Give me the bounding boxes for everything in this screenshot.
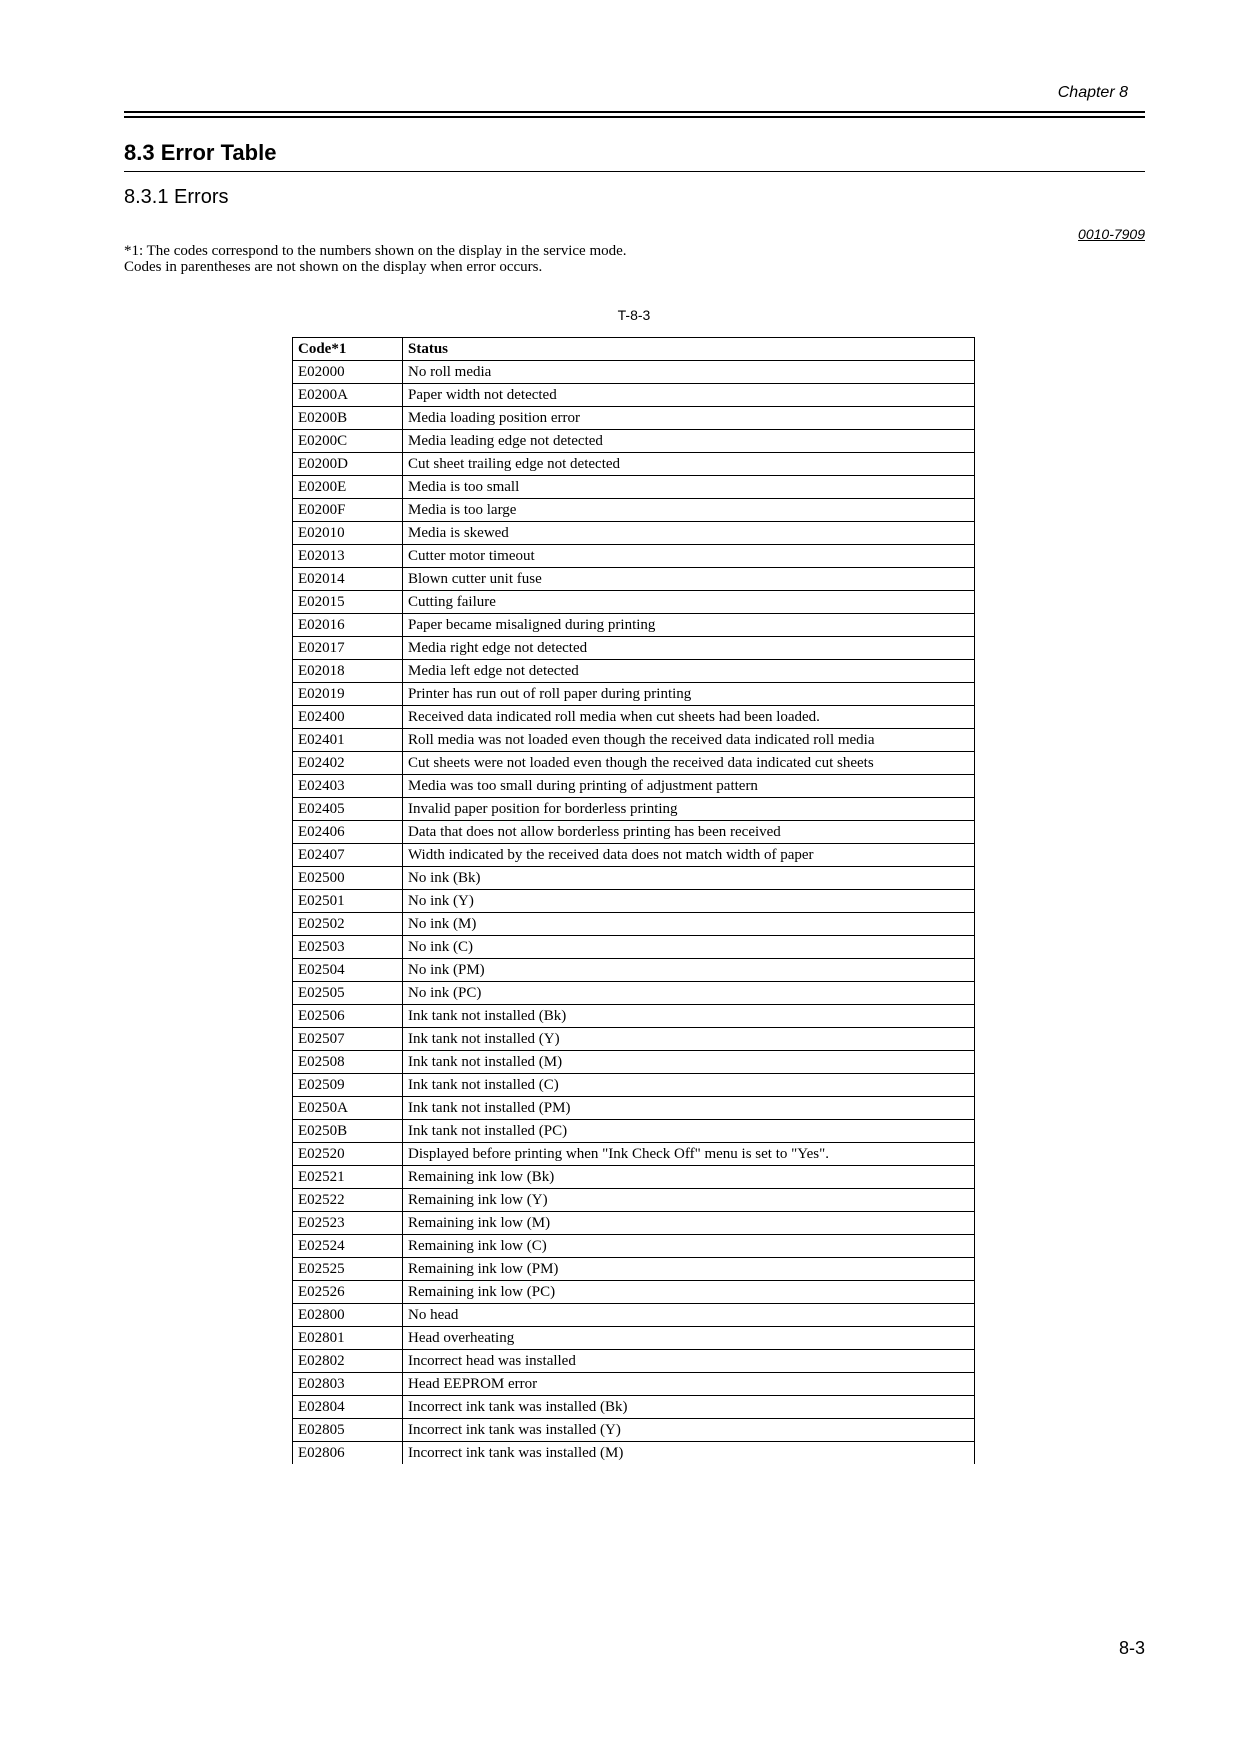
error-code-cell: E02014 [293,568,403,591]
table-row [293,683,975,706]
status-cell: Data that does not allow borderless printing has been received [403,821,975,844]
status-cell: Incorrect ink tank was installed (M) [403,1442,975,1465]
status-cell: Head EEPROM error [403,1373,975,1396]
chapter-label: Chapter 8 [1057,84,1128,101]
status-cell: No head [403,1304,975,1327]
error-code-cell: E02000 [293,361,403,384]
error-code-cell: E02803 [293,1373,403,1396]
status-cell: Media leading edge not detected [403,430,975,453]
table-row [293,1212,975,1235]
status-cell: Displayed before printing when "Ink Check Off" menu is set to "Yes". [403,1143,975,1166]
status-cell: Media is skewed [403,522,975,545]
error-code-cell: E02522 [293,1189,403,1212]
status-cell: Media is too small [403,476,975,499]
table-row [293,729,975,752]
header-code: Code*1 [293,338,403,361]
table-row [293,637,975,660]
status-cell: Remaining ink low (C) [403,1235,975,1258]
status-cell: Incorrect head was installed [403,1350,975,1373]
status-cell: Media was too small during printing of adjustment pattern [403,775,975,798]
table-row [293,936,975,959]
table-row [293,1097,975,1120]
error-code-cell: E02509 [293,1074,403,1097]
status-cell: Remaining ink low (PM) [403,1258,975,1281]
status-cell: Cut sheets were not loaded even though the received data indicated cut sheets [403,752,975,775]
table-row [293,476,975,499]
footnote-line-2: Codes in parentheses are not shown on the display when error occurs. [124,259,543,275]
error-code-cell: E02502 [293,913,403,936]
error-code-cell: E02801 [293,1327,403,1350]
status-cell: Invalid paper position for borderless printing [403,798,975,821]
table-row [293,1120,975,1143]
table-row [293,384,975,407]
status-cell: No ink (Y) [403,890,975,913]
status-cell: Ink tank not installed (Y) [403,1028,975,1051]
table-row [293,1189,975,1212]
status-cell: Ink tank not installed (C) [403,1074,975,1097]
error-code-cell: E02402 [293,752,403,775]
error-code-cell: E02018 [293,660,403,683]
status-cell: Media right edge not detected [403,637,975,660]
status-cell: No ink (M) [403,913,975,936]
error-code-cell: E02520 [293,1143,403,1166]
table-row [293,867,975,890]
error-code-cell: E0200A [293,384,403,407]
table-body [293,361,975,1465]
table-row [293,430,975,453]
table-row [293,890,975,913]
status-cell: Received data indicated roll media when cut sheets had been loaded. [403,706,975,729]
status-cell: Cutter motor timeout [403,545,975,568]
error-code-cell: E02525 [293,1258,403,1281]
table-row [293,660,975,683]
status-cell: No ink (PM) [403,959,975,982]
status-cell: Remaining ink low (Bk) [403,1166,975,1189]
error-code-cell: E02401 [293,729,403,752]
error-code-cell: E02503 [293,936,403,959]
status-cell: Incorrect ink tank was installed (Bk) [403,1396,975,1419]
error-code-cell: E02806 [293,1442,403,1465]
header-rule-secondary [124,116,1145,118]
table-row [293,1258,975,1281]
error-code-cell: E0200C [293,430,403,453]
error-code-cell: E02523 [293,1212,403,1235]
status-cell: Printer has run out of roll paper during printing [403,683,975,706]
status-cell: No ink (PC) [403,982,975,1005]
table-row [293,1419,975,1442]
error-table [292,337,975,1464]
table-row [293,1327,975,1350]
status-cell: Blown cutter unit fuse [403,568,975,591]
error-code-cell: E0250B [293,1120,403,1143]
table-row [293,499,975,522]
table-row [293,1396,975,1419]
error-code-cell: E02015 [293,591,403,614]
table-row [293,1304,975,1327]
error-code-cell: E02507 [293,1028,403,1051]
error-code-cell: E02526 [293,1281,403,1304]
status-cell: Incorrect ink tank was installed (Y) [403,1419,975,1442]
table-row [293,407,975,430]
subsection-title: 8.3.1 Errors [124,186,229,208]
status-cell: Media is too large [403,499,975,522]
error-code-cell: E02403 [293,775,403,798]
table-row [293,1166,975,1189]
status-cell: Width indicated by the received data does not match width of paper [403,844,975,867]
table-row [293,798,975,821]
status-cell: Ink tank not installed (PC) [403,1120,975,1143]
table-row [293,913,975,936]
status-cell: No ink (C) [403,936,975,959]
error-code-cell: E02506 [293,1005,403,1028]
table-row [293,706,975,729]
table-row [293,545,975,568]
status-cell: Cutting failure [403,591,975,614]
error-code-cell: E02521 [293,1166,403,1189]
table-row [293,1051,975,1074]
table-header-row [293,338,975,361]
error-code-cell: E02501 [293,890,403,913]
table-row [293,568,975,591]
error-code-cell: E02508 [293,1051,403,1074]
table-row [293,1350,975,1373]
table-row [293,752,975,775]
table-row [293,959,975,982]
table-row [293,1281,975,1304]
error-code-cell: E02013 [293,545,403,568]
error-code-cell: E02405 [293,798,403,821]
error-code-cell: E02019 [293,683,403,706]
footnote-text [124,243,627,275]
error-code-cell: E02010 [293,522,403,545]
table-row [293,1143,975,1166]
error-code-cell: E02400 [293,706,403,729]
status-cell: Roll media was not loaded even though the received data indicated roll media [403,729,975,752]
status-cell: Ink tank not installed (M) [403,1051,975,1074]
table-caption: T-8-3 [617,307,651,323]
table-row [293,614,975,637]
table-row [293,1235,975,1258]
status-cell: Ink tank not installed (Bk) [403,1005,975,1028]
section-title: 8.3 Error Table [124,140,277,165]
page-number: 8-3 [1118,1638,1145,1658]
status-cell: Remaining ink low (PC) [403,1281,975,1304]
error-code-cell: E02406 [293,821,403,844]
error-code-cell: E02524 [293,1235,403,1258]
status-cell: Paper width not detected [403,384,975,407]
error-code-cell: E02805 [293,1419,403,1442]
error-code-cell: E0200F [293,499,403,522]
footnote-line-1: *1: The codes correspond to the numbers shown on the display in the service mode. [124,243,627,259]
table-row [293,1005,975,1028]
error-code-cell: E0200E [293,476,403,499]
header-rule [124,111,1145,113]
status-cell: Head overheating [403,1327,975,1350]
status-cell: Cut sheet trailing edge not detected [403,453,975,476]
status-cell: No ink (Bk) [403,867,975,890]
error-code-cell: E0200D [293,453,403,476]
error-code-cell: E02504 [293,959,403,982]
error-code-cell: E02505 [293,982,403,1005]
table-row [293,1442,975,1465]
status-cell: Paper became misaligned during printing [403,614,975,637]
error-code-cell: E0250A [293,1097,403,1120]
table-row [293,775,975,798]
error-code-cell: E02407 [293,844,403,867]
error-code-cell: E0200B [293,407,403,430]
table-row [293,844,975,867]
header-status: Status [403,338,975,361]
error-code-cell: E02500 [293,867,403,890]
table-row [293,522,975,545]
status-cell: Remaining ink low (Y) [403,1189,975,1212]
status-cell: Media left edge not detected [403,660,975,683]
error-code-cell: E02016 [293,614,403,637]
table-row [293,1373,975,1396]
table-row [293,982,975,1005]
error-code-cell: E02802 [293,1350,403,1373]
table-row [293,361,975,384]
status-cell: Ink tank not installed (PM) [403,1097,975,1120]
table-row [293,453,975,476]
reference-code: 0010-7909 [1078,226,1145,242]
table-row [293,1028,975,1051]
error-code-cell: E02804 [293,1396,403,1419]
section-rule [124,171,1145,172]
status-cell: Remaining ink low (M) [403,1212,975,1235]
error-code-cell: E02800 [293,1304,403,1327]
table-row [293,821,975,844]
table-row [293,591,975,614]
error-code-cell: E02017 [293,637,403,660]
status-cell: Media loading position error [403,407,975,430]
status-cell: No roll media [403,361,975,384]
table-row [293,1074,975,1097]
